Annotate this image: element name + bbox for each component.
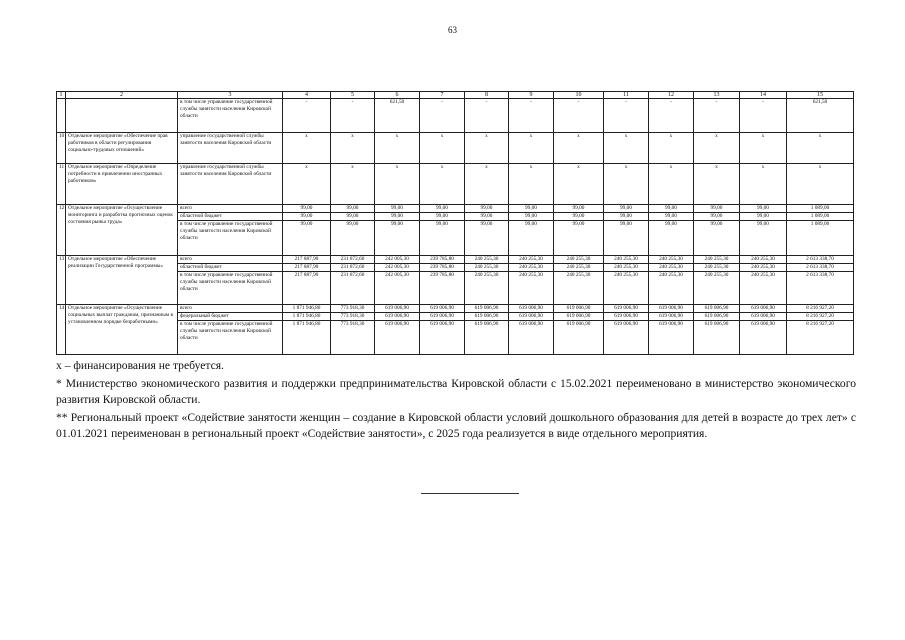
header-row xyxy=(57,92,854,99)
row-number: 11 xyxy=(57,164,66,205)
value-cell: 240 255,30 xyxy=(604,264,649,272)
table-row xyxy=(57,133,854,164)
row-number xyxy=(57,99,66,133)
value-cell: 99,00 xyxy=(420,221,465,256)
funding-source: всего xyxy=(178,305,283,313)
value-cell: 619 006,90 xyxy=(420,321,465,355)
footnote-double-star: ** Региональный проект «Содействие занятости женщин – создание в Кировской области условий дошкольного образования для детей в возрасте до трех лет» с 01.01.2021 переименован в региональный проект «Содействие занятости», с 2025 года реализуется в виде отдельного мероприятия. xyxy=(56,411,856,440)
value-cell: 99,00 xyxy=(283,205,331,213)
value-cell: 619 006,90 xyxy=(740,305,787,313)
value-cell: 240 255,30 xyxy=(509,272,554,305)
value-cell: 99,00 xyxy=(694,213,740,221)
value-cell: 217 887,90 xyxy=(283,264,331,272)
table-row xyxy=(57,256,854,264)
header-col-8: 8 xyxy=(465,92,509,99)
value-cell: 240 255,30 xyxy=(740,272,787,305)
value-cell: 619 006,90 xyxy=(554,321,604,355)
value-cell: 8 216 927,20 xyxy=(787,321,854,355)
value-cell: 619 006,90 xyxy=(554,313,604,321)
financing-table xyxy=(56,91,854,355)
footnotes xyxy=(56,358,856,444)
header-col-13: 13 xyxy=(694,92,740,99)
header-col-10: 10 xyxy=(554,92,604,99)
value-cell: x xyxy=(694,133,740,164)
value-cell: 99,00 xyxy=(604,213,649,221)
funding-source: в том числе управление государственной службы занятости населения Кировской области xyxy=(178,321,283,355)
table-row xyxy=(57,99,854,133)
value-cell: 2 613 338,70 xyxy=(787,272,854,305)
value-cell: x xyxy=(375,164,420,205)
value-cell: x xyxy=(787,133,854,164)
value-cell: 240 255,30 xyxy=(649,264,694,272)
value-cell: x xyxy=(694,164,740,205)
value-cell: 99,00 xyxy=(740,213,787,221)
value-cell: x xyxy=(465,133,509,164)
value-cell: x xyxy=(604,133,649,164)
value-cell: x xyxy=(283,133,331,164)
value-cell: 99,00 xyxy=(604,205,649,213)
measure-name: Отдельное мероприятие «Обеспечение реализации Государственной программы» xyxy=(66,256,178,305)
value-cell: 240 255,30 xyxy=(554,264,604,272)
value-cell: 99,00 xyxy=(465,205,509,213)
measure-name: Отдельное мероприятие «Осуществление мониторинга и разработка прогнозных оценок состояния рынка труда» xyxy=(66,205,178,256)
value-cell: 773 918,30 xyxy=(331,321,375,355)
header-col-11: 11 xyxy=(604,92,649,99)
value-cell: 242 005,30 xyxy=(375,272,420,305)
value-cell: 1 871 946,80 xyxy=(283,321,331,355)
value-cell: 240 255,30 xyxy=(740,256,787,264)
value-cell: 239 785,80 xyxy=(420,272,465,305)
header-col-14: 14 xyxy=(740,92,787,99)
value-cell: 217 887,90 xyxy=(283,256,331,264)
value-cell: 619 006,90 xyxy=(509,313,554,321)
header-col-1: 1 xyxy=(57,92,66,99)
value-cell: 240 255,30 xyxy=(604,256,649,264)
value-cell: 621,50 xyxy=(787,99,854,133)
value-cell: 621,50 xyxy=(375,99,420,133)
value-cell: 99,00 xyxy=(740,205,787,213)
value-cell: 619 006,90 xyxy=(740,321,787,355)
value-cell: 619 006,90 xyxy=(694,305,740,313)
funding-source: федеральный бюджет xyxy=(178,313,283,321)
value-cell: 99,00 xyxy=(694,205,740,213)
value-cell: 99,00 xyxy=(740,221,787,256)
value-cell: 619 006,90 xyxy=(740,313,787,321)
value-cell: 8 216 927,20 xyxy=(787,305,854,313)
value-cell: 619 006,90 xyxy=(554,305,604,313)
value-cell: x xyxy=(554,133,604,164)
value-cell: 99,00 xyxy=(283,213,331,221)
value-cell: x xyxy=(509,164,554,205)
value-cell: 1 871 946,80 xyxy=(283,305,331,313)
value-cell: - xyxy=(554,99,604,133)
value-cell: 242 005,30 xyxy=(375,256,420,264)
footnote-star: * Министерство экономического развития и поддержки предпринимательства Кировской области с 15.02.2021 переименовано в министерство экономического развития Кировской области. xyxy=(56,377,856,406)
value-cell: x xyxy=(649,164,694,205)
value-cell: 240 255,30 xyxy=(649,256,694,264)
header-col-15: 15 xyxy=(787,92,854,99)
value-cell: 2 613 338,70 xyxy=(787,264,854,272)
value-cell: x xyxy=(649,133,694,164)
value-cell: - xyxy=(283,99,331,133)
measure-name: Отдельное мероприятие «Обеспечение прав работников в области регулирования социально-трудовых отношений» xyxy=(66,133,178,164)
value-cell: 619 006,90 xyxy=(465,321,509,355)
row-number: 14 xyxy=(57,305,66,355)
value-cell: - xyxy=(740,99,787,133)
value-cell: 99,00 xyxy=(420,205,465,213)
value-cell: 240 255,30 xyxy=(694,264,740,272)
value-cell: 99,00 xyxy=(509,221,554,256)
row-number: 12 xyxy=(57,205,66,256)
value-cell: x xyxy=(420,164,465,205)
value-cell: x xyxy=(787,164,854,205)
table-row xyxy=(57,305,854,313)
value-cell: - xyxy=(509,99,554,133)
value-cell: 619 006,90 xyxy=(694,313,740,321)
value-cell: 99,00 xyxy=(509,213,554,221)
value-cell: 240 255,30 xyxy=(465,256,509,264)
value-cell: 240 255,30 xyxy=(509,256,554,264)
value-cell: 99,00 xyxy=(331,221,375,256)
table-row xyxy=(57,164,854,205)
funding-source: областной бюджет xyxy=(178,213,283,221)
value-cell: x xyxy=(465,164,509,205)
value-cell: 99,00 xyxy=(554,205,604,213)
value-cell: 619 006,90 xyxy=(420,313,465,321)
value-cell: 99,00 xyxy=(465,213,509,221)
footnote-x: x – финансирования не требуется. xyxy=(56,359,224,372)
funding-source: управление государственной службы занятости населения Кировской области xyxy=(178,164,283,205)
funding-source: в том числе управление государственной службы занятости населения Кировской области xyxy=(178,221,283,256)
header-col-6: 6 xyxy=(375,92,420,99)
value-cell: 619 006,90 xyxy=(604,305,649,313)
header-col-3: 3 xyxy=(178,92,283,99)
value-cell: 619 006,90 xyxy=(604,313,649,321)
row-number: 10 xyxy=(57,133,66,164)
funding-source: всего xyxy=(178,205,283,213)
value-cell: 240 255,30 xyxy=(554,272,604,305)
value-cell: 242 005,30 xyxy=(375,264,420,272)
value-cell: 99,00 xyxy=(604,221,649,256)
header-col-12: 12 xyxy=(649,92,694,99)
value-cell: x xyxy=(420,133,465,164)
value-cell: 231 872,60 xyxy=(331,272,375,305)
value-cell: x xyxy=(331,164,375,205)
value-cell: 99,00 xyxy=(554,213,604,221)
value-cell: 773 918,30 xyxy=(331,313,375,321)
value-cell: 1 089,00 xyxy=(787,213,854,221)
end-rule xyxy=(421,493,519,494)
value-cell: 240 255,30 xyxy=(694,256,740,264)
value-cell: 1 089,00 xyxy=(787,205,854,213)
value-cell: - xyxy=(604,99,649,133)
value-cell: 99,00 xyxy=(420,213,465,221)
value-cell: 99,00 xyxy=(649,205,694,213)
value-cell: - xyxy=(420,99,465,133)
value-cell: 773 918,30 xyxy=(331,305,375,313)
value-cell: 99,00 xyxy=(375,221,420,256)
value-cell: 619 006,90 xyxy=(649,313,694,321)
value-cell: x xyxy=(375,133,420,164)
value-cell: 99,00 xyxy=(331,205,375,213)
value-cell: 99,00 xyxy=(375,205,420,213)
measure-name: Отдельное мероприятие «Осуществление социальных выплат гражданам, признанным в установленном порядке безработными» xyxy=(66,305,178,355)
value-cell: 619 006,90 xyxy=(509,305,554,313)
value-cell: 239 785,80 xyxy=(420,264,465,272)
value-cell: 619 006,90 xyxy=(375,305,420,313)
value-cell: 99,00 xyxy=(331,213,375,221)
funding-source: в том числе управление государственной службы занятости населения Кировской области xyxy=(178,99,283,133)
value-cell: 99,00 xyxy=(509,205,554,213)
value-cell: 619 006,90 xyxy=(375,313,420,321)
value-cell: 239 785,80 xyxy=(420,256,465,264)
value-cell: x xyxy=(554,164,604,205)
value-cell: 99,00 xyxy=(649,221,694,256)
header-col-9: 9 xyxy=(509,92,554,99)
table-row xyxy=(57,205,854,213)
value-cell: 1 871 946,80 xyxy=(283,313,331,321)
page-number: 63 xyxy=(448,25,457,35)
value-cell: 240 255,30 xyxy=(604,272,649,305)
value-cell: 217 887,90 xyxy=(283,272,331,305)
value-cell: 619 006,90 xyxy=(465,305,509,313)
value-cell: - xyxy=(649,99,694,133)
value-cell: 99,00 xyxy=(649,213,694,221)
header-col-2: 2 xyxy=(66,92,178,99)
value-cell: 240 255,30 xyxy=(554,256,604,264)
header-col-5: 5 xyxy=(331,92,375,99)
value-cell: 99,00 xyxy=(554,221,604,256)
header-col-7: 7 xyxy=(420,92,465,99)
value-cell: 240 255,30 xyxy=(740,264,787,272)
value-cell: - xyxy=(331,99,375,133)
value-cell: x xyxy=(740,133,787,164)
header-col-4: 4 xyxy=(283,92,331,99)
value-cell: 99,00 xyxy=(694,221,740,256)
funding-source: в том числе управление государственной службы занятости населения Кировской области xyxy=(178,272,283,305)
value-cell: 619 006,90 xyxy=(694,321,740,355)
value-cell: 99,00 xyxy=(283,221,331,256)
value-cell: x xyxy=(740,164,787,205)
funding-source: управление государственной службы занятости населения Кировской области xyxy=(178,133,283,164)
value-cell: x xyxy=(509,133,554,164)
value-cell: 240 255,30 xyxy=(694,272,740,305)
value-cell: 240 255,30 xyxy=(649,272,694,305)
value-cell: - xyxy=(465,99,509,133)
funding-source: областной бюджет xyxy=(178,264,283,272)
value-cell: 2 613 338,70 xyxy=(787,256,854,264)
value-cell: x xyxy=(331,133,375,164)
measure-name xyxy=(66,99,178,133)
funding-source: всего xyxy=(178,256,283,264)
value-cell: 619 006,90 xyxy=(375,321,420,355)
value-cell: 619 006,90 xyxy=(420,305,465,313)
value-cell: x xyxy=(283,164,331,205)
value-cell: 619 006,90 xyxy=(649,321,694,355)
value-cell: 1 089,00 xyxy=(787,221,854,256)
value-cell: 240 255,30 xyxy=(509,264,554,272)
value-cell: 619 006,90 xyxy=(465,313,509,321)
value-cell: x xyxy=(604,164,649,205)
value-cell: - xyxy=(694,99,740,133)
value-cell: 240 255,30 xyxy=(465,272,509,305)
value-cell: 240 255,30 xyxy=(465,264,509,272)
value-cell: 619 006,90 xyxy=(604,321,649,355)
value-cell: 99,00 xyxy=(375,213,420,221)
value-cell: 619 006,90 xyxy=(649,305,694,313)
value-cell: 8 216 927,20 xyxy=(787,313,854,321)
measure-name: Отдельное мероприятие «Определение потребности в привлечении иностранных работников» xyxy=(66,164,178,205)
value-cell: 231 872,60 xyxy=(331,264,375,272)
value-cell: 99,00 xyxy=(465,221,509,256)
value-cell: 619 006,90 xyxy=(509,321,554,355)
row-number: 13 xyxy=(57,256,66,305)
value-cell: 231 872,60 xyxy=(331,256,375,264)
